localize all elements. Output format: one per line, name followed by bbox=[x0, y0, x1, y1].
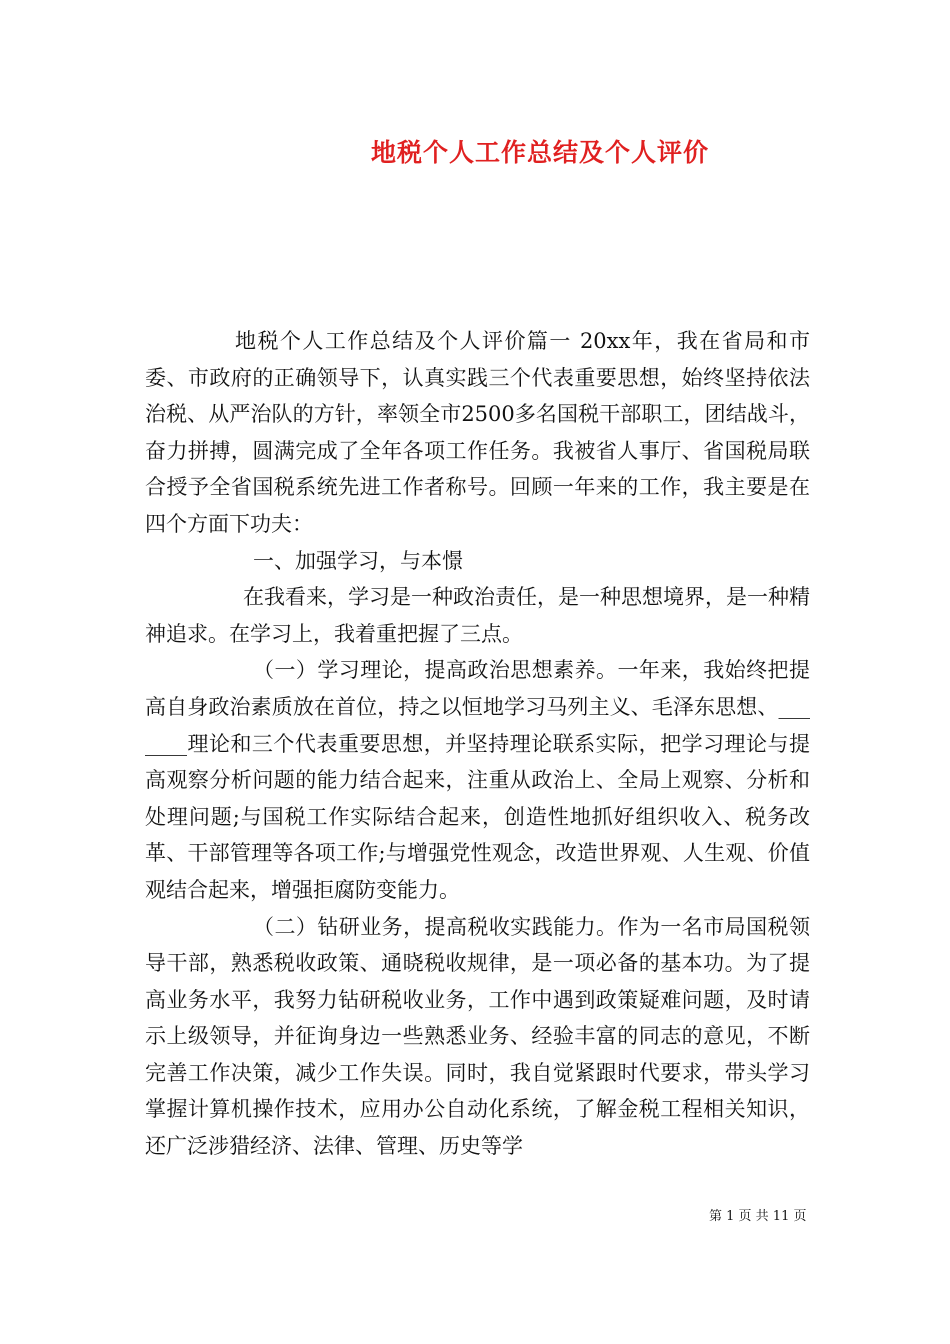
paragraph-intro: 地税个人工作总结及个人评价篇一 20xx年，我在省局和市委、市政府的正确领导下，认真实践三个代表重要思想，始终坚持依法治税、从严治队的方针，率领全市2500多名国税干部职工，团结战斗，奋力拼搏，圆满完成了全年各项工作任务。我被省人事厅、省国税局联合授予全省国税系统先进工作者称号。回顾一年来的工作，我主要是在四个方面下功夫： bbox=[145, 329, 810, 536]
section-heading-1: 一、加强学习，与本憬 bbox=[253, 548, 463, 573]
paragraph-theory: （一）学习理论，提高政治思想素养。一年来，我始终把提高自身政治素质放在首位，持之以恒地学习马列主义、毛泽东思想、_______理论和三个代表重要思想，并坚持理论联系实际，把学习理论与提高观察分析问题的能力结合起来，注重从政治上、全局上观察、分析和处理问题;与国税工作实际结合起来，创造性地抓好组织收入、税务改革、干部管理等各项工作;与增强党性观念，改造世界观、人生观、价值观结合起来，增强拒腐防变能力。 bbox=[145, 658, 810, 902]
page-number: 第 1 页 共 11 页 bbox=[709, 1209, 807, 1224]
document-title: 地税个人工作总结及个人评价 bbox=[370, 138, 709, 167]
paragraph-study: 在我看来，学习是一种政治责任，是一种思想境界，是一种精神追求。在学习上，我着重把握了三点。 bbox=[145, 585, 810, 646]
document-body bbox=[145, 323, 810, 1165]
paragraph-business: （二）钻研业务，提高税收实践能力。作为一名市局国税领导干部，熟悉税收政策、通晓税收规律，是一项必备的基本功。为了提高业务水平，我努力钻研税收业务，工作中遇到政策疑难问题，及时请示上级领导，并征询身边一些熟悉业务、经验丰富的同志的意见，不断完善工作决策，减少工作失误。同时，我自觉紧跟时代要求，带头学习掌握计算机操作技术，应用办公自动化系统，了解金税工程相关知识，还广泛涉猎经济、法律、管理、历史等学 bbox=[145, 914, 810, 1159]
